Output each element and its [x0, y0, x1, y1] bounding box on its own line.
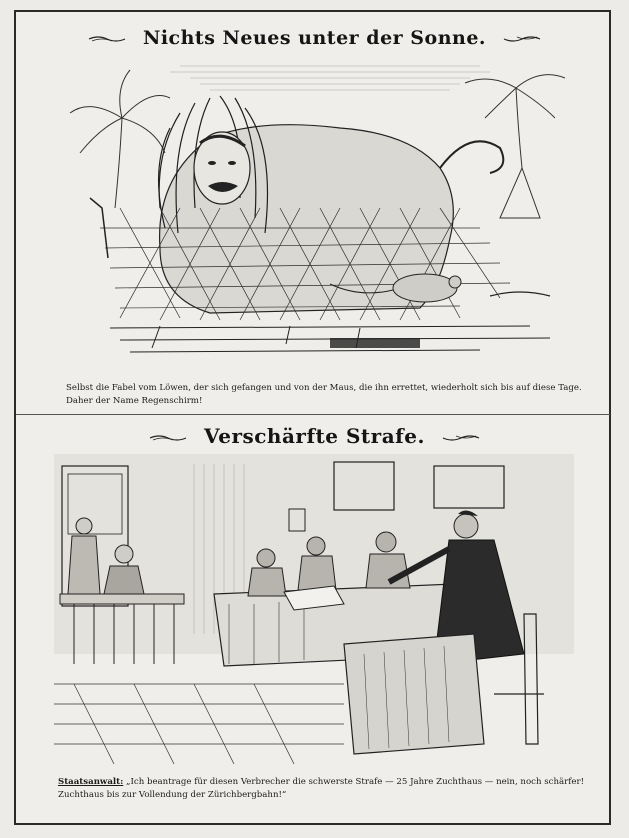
flourish-right-ornament [503, 35, 541, 43]
bottom-cartoon-caption [58, 776, 598, 802]
courtroom-illustration [54, 454, 574, 766]
top-cartoon-caption: Selbst die Fabel vom Löwen, der sich gefangen und von der Maus, die ihn errettet, wiederholt sich bis auf diese Tage. Daher der Name Regenschirm! [66, 383, 582, 406]
caption-quote: „Ich beantrage für diesen Verbrecher die schwerste Strafe — 25 Jahre Zuchthaus — nein, noch schärfer! Zuchthaus bis zur Vollendung der Zürichbergbahn!“ [58, 777, 585, 800]
top-cartoon-title-row [0, 27, 629, 49]
lion-in-net-illustration [60, 58, 570, 368]
flourish-left-ornament [149, 434, 187, 442]
bottom-cartoon-title: Verschärfte Strafe. [204, 424, 425, 448]
top-cartoon-title: Nichts Neues unter der Sonne. [142, 27, 487, 49]
flourish-left-ornament [88, 35, 126, 43]
bottom-cartoon-title-row [0, 424, 629, 448]
flourish-right-ornament [442, 434, 480, 442]
section-divider [16, 414, 610, 415]
caption-speaker: Staatsanwalt: [58, 777, 124, 787]
